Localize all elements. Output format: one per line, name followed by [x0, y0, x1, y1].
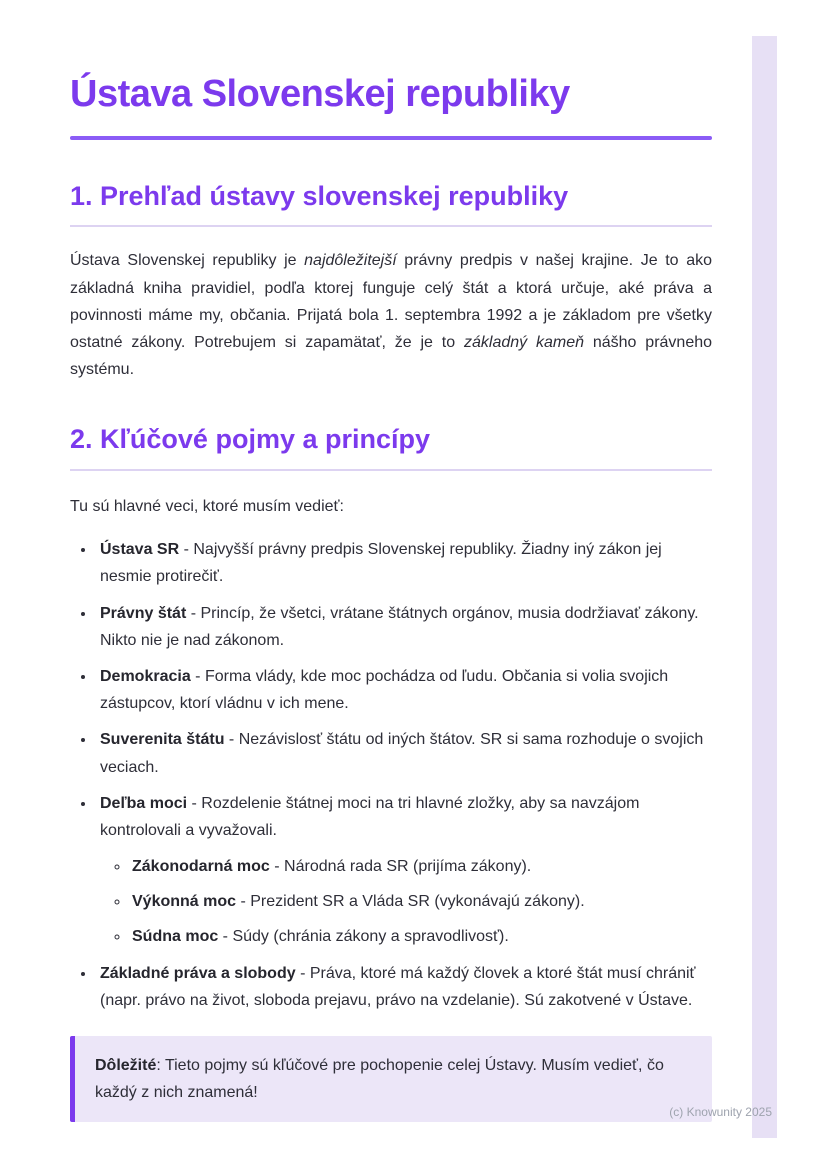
callout-label: Dôležité: [95, 1057, 157, 1075]
title-divider: [70, 136, 712, 140]
list-item-delba-moci: [96, 790, 712, 951]
sublist-item-sudna-moc: [130, 923, 712, 950]
section2-divider: [70, 469, 712, 471]
term-label: Suverenita štátu: [100, 731, 225, 749]
paragraph-text: právny predpis v našej krajine. Je to ako základná kniha pravidiel, podľa ktorej funguje celý štát a ktorá určuje, aké práva a povinnosti máme my, občania. Prijatá bola 1. septembra 1992 a je základom pre všetky ostatné zákony. Potrebujem si zapamätať, že je to: [70, 252, 713, 351]
term-description: - Princíp, že všetci, vrátane štátnych orgánov, musia dodržiavať zákony. Nikto nie je nad zákonom.: [100, 604, 699, 649]
list-item-zakladne-prava: [96, 960, 712, 1014]
list-item-pravny-stat: [96, 600, 712, 654]
paragraph-text: nášho právneho systému.: [70, 333, 713, 379]
list-item-ustava-sr: [96, 536, 712, 590]
key-concepts-list: [70, 536, 712, 1014]
term-label: Zákonodarná moc: [132, 858, 270, 876]
term-description: - Rozdelenie štátnej moci na tri hlavné zložky, aby sa navzájom kontrolovali a vyvažovali.: [100, 794, 640, 839]
footer-credit: (c) Knowunity 2025: [669, 1105, 772, 1119]
list-item-suverenita-statu: [96, 726, 712, 780]
term-description: - Národná rada SR (prijíma zákony).: [269, 858, 532, 876]
callout-text: : Tieto pojmy sú kľúčové pre pochopenie celej Ústavy. Musím vedieť, čo každý z nich znamená!: [95, 1057, 664, 1102]
term-description: - Nezávislosť štátu od iných štátov. SR si sama rozhoduje o svojich veciach.: [100, 731, 704, 776]
term-label: Ústava SR: [100, 541, 180, 559]
term-description: - Najvyšší právny predpis Slovenskej republiky. Žiadny iný zákon jej nesmie protirečiť.: [100, 541, 662, 586]
paragraph-emphasis: najdôležitejší: [304, 252, 397, 270]
section2-intro: Tu sú hlavné veci, ktoré musím vedieť:: [70, 498, 344, 516]
section1-paragraph: [70, 247, 712, 383]
term-label: Demokracia: [100, 667, 191, 685]
section2-heading: 2. Kľúčové pojmy a princípy: [70, 424, 431, 455]
term-label: Základné práva a slobody: [100, 964, 296, 982]
term-label: Deľba moci: [100, 794, 188, 812]
section1-divider: [70, 225, 712, 227]
list-item-demokracia: [96, 663, 712, 717]
term-description: - Forma vlády, kde moc pochádza od ľudu. Občania si volia svojich zástupcov, ktorí vládnu v ich mene.: [100, 667, 669, 713]
sublist-item-vykonna-moc: [130, 888, 712, 915]
scrollbar-track[interactable]: [752, 36, 777, 1138]
important-callout: [70, 1036, 712, 1122]
section1-heading: 1. Prehľad ústavy slovenskej republiky: [70, 180, 569, 211]
power-branches-sublist: [100, 853, 712, 951]
term-label: Výkonná moc: [132, 893, 237, 911]
term-description: - Práva, ktoré má každý človek a ktoré štát musí chrániť (napr. právo na život, sloboda prejavu, právo na vzdelanie). Sú zakotvené v Ústave.: [100, 964, 696, 1009]
paragraph-text: Ústava Slovenskej republiky je: [70, 252, 305, 270]
paragraph-emphasis: základný kameň: [463, 333, 585, 351]
page-title: Ústava Slovenskej republiky: [70, 73, 570, 115]
term-label: Súdna moc: [132, 928, 219, 946]
term-label: Právny štát: [100, 604, 187, 622]
document-content: [70, 0, 712, 1122]
sublist-item-zakonodarna-moc: [130, 853, 712, 880]
term-description: - Prezident SR a Vláda SR (vykonávajú zákony).: [236, 893, 585, 911]
term-description: - Súdy (chránia zákony a spravodlivosť).: [218, 928, 509, 946]
